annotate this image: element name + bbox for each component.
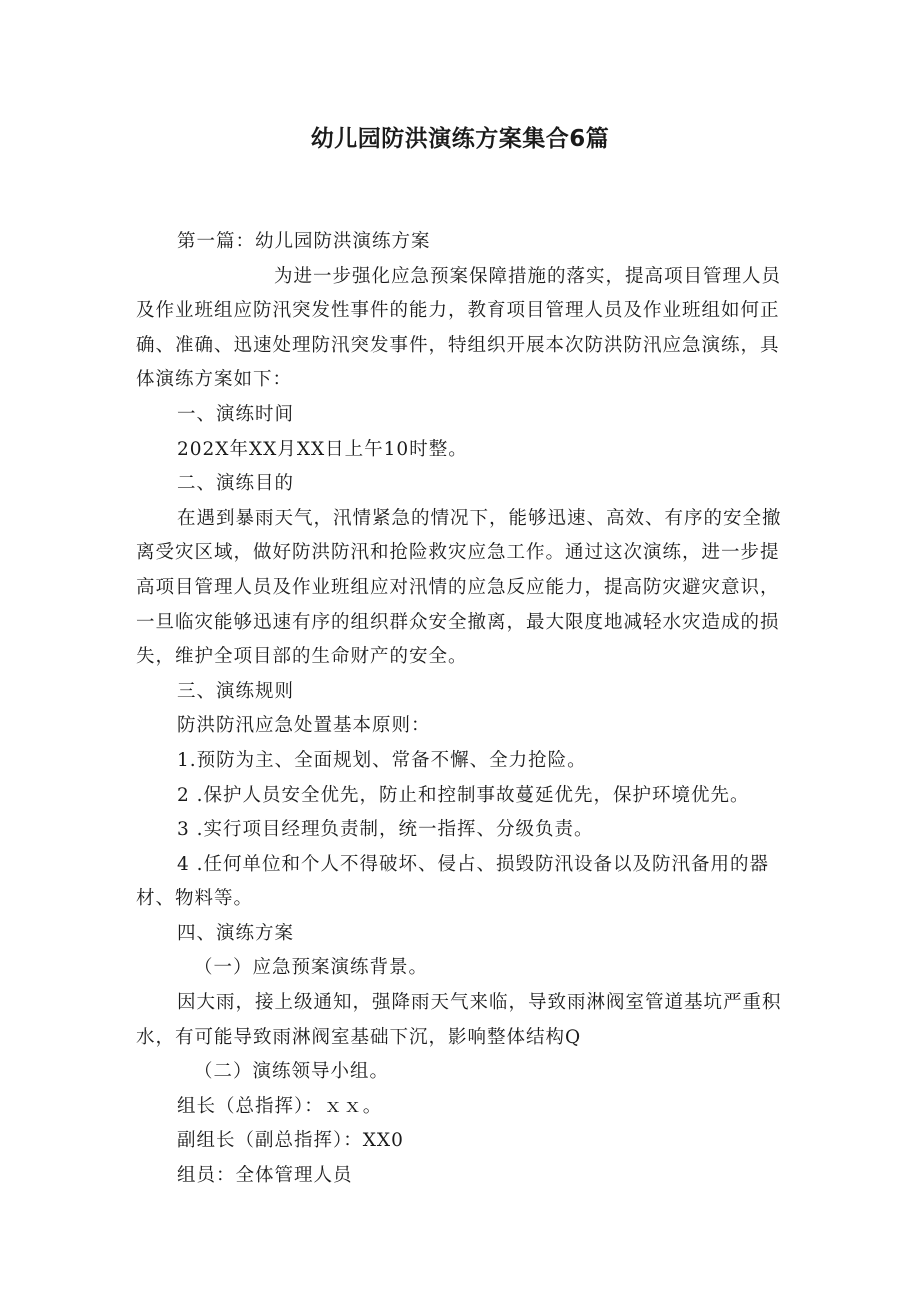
- subsection-heading-background: （一）应急预案演练背景。: [194, 957, 429, 979]
- section-heading-plan: 四、演练方案: [177, 922, 295, 944]
- rule-item: 2 .保护人员安全优先，防止和控制事故蔓延优先，保护环境优先。: [177, 784, 750, 806]
- purpose-paragraph: 在遇到暴雨天气，汛情紧急的情况下，能够迅速、高效、有序的安全撤离受灾区域，做好防洪防汛和抢险救灾应急工作。通过这次演练，进一步提高项目管理人员及作业班组应对汛情的应急反应能力，提高防灾避灾意识，一旦临灾能够迅速有序的组织群众安全撤离，最大限度地减轻水灾造成的损失，维护全项目部的生命财产的安全。: [136, 507, 782, 668]
- section-heading-rules: 三、演练规则: [177, 680, 295, 702]
- intro-paragraph: 为进一步强化应急预案保障措施的落实，提高项目管理人员及作业班组应防汛突发性事件的能力，教育项目管理人员及作业班组如何正确、准确、迅速处理防汛突发事件，特组织开展本次防洪防汛应急演练，具体演练方案如下：: [136, 265, 782, 391]
- subsection-heading-leadership: （二）演练领导小组。: [194, 1061, 390, 1083]
- deputy-leader-line: 副组长（副总指挥）：XX0: [177, 1130, 404, 1152]
- background-paragraph: 因大雨，接上级通知，强降雨天气来临，导致雨淋阀室管道基坑严重积水，有可能导致雨淋阀室基础下沉，影响整体结构Q: [136, 992, 782, 1048]
- rule-item: 3 .实行项目经理负责制，统一指挥、分级负责。: [177, 819, 594, 841]
- rule-item: 4 .任何单位和个人不得破坏、侵占、损毁防汛设备以及防汛备用的器材、物料等。: [136, 853, 770, 910]
- document-title: 幼儿园防洪演练方案集合6篇: [310, 126, 610, 152]
- chapter-heading: 第一篇：幼儿园防洪演练方案: [177, 231, 431, 252]
- rule-item: 1.预防为主、全面规划、常备不懈、全力抢险。: [177, 749, 587, 771]
- members-line: 组员：全体管理人员: [177, 1165, 353, 1187]
- rules-intro: 防洪防汛应急处置基本原则：: [177, 715, 431, 737]
- section-heading-time: 一、演练时间: [177, 403, 295, 425]
- drill-time-text: 202X年XX月XX日上午10时整。: [177, 438, 468, 460]
- leader-line: 组长（总指挥）：ｘｘ。: [177, 1095, 383, 1117]
- section-heading-purpose: 二、演练目的: [177, 473, 295, 495]
- document-body: [136, 225, 791, 1194]
